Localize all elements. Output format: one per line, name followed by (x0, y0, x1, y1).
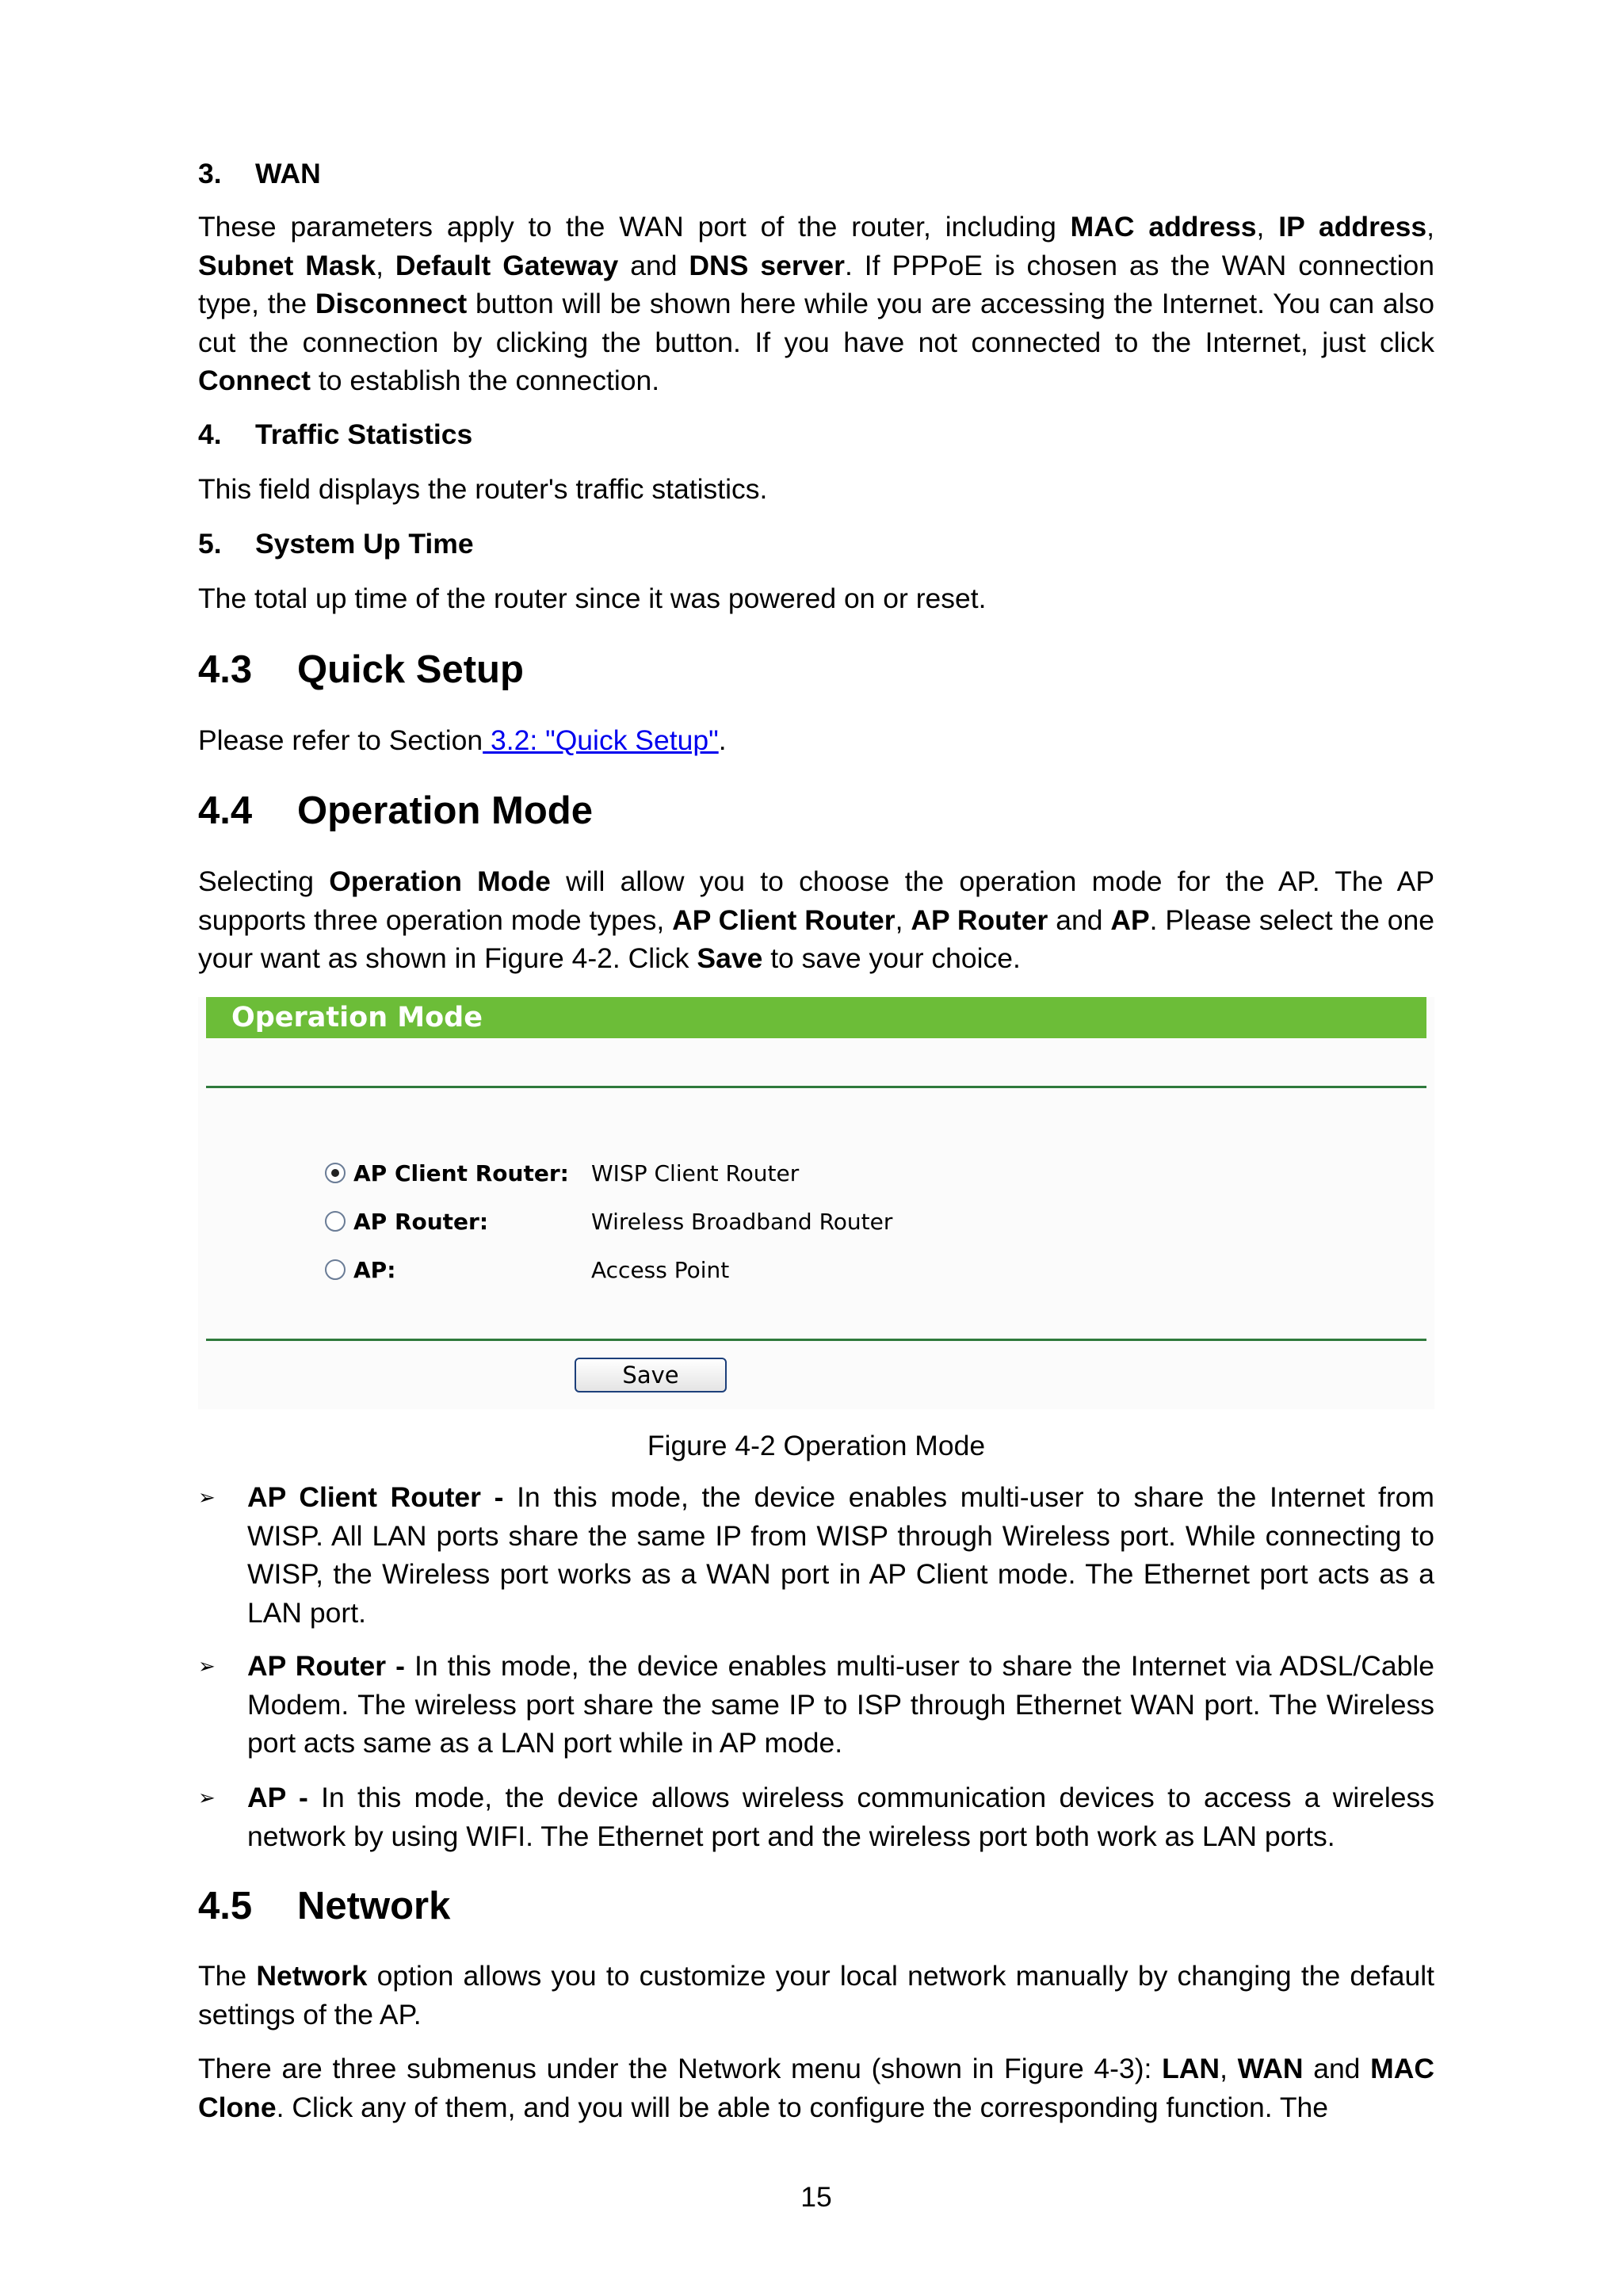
panel-header: Operation Mode (206, 997, 1426, 1038)
option-description: WISP Client Router (591, 1160, 800, 1186)
save-button[interactable]: Save (575, 1358, 727, 1392)
heading-title: Operation Mode (297, 789, 593, 832)
heading-title: System Up Time (255, 528, 474, 560)
option-label: AP Router: (353, 1209, 489, 1235)
divider (206, 1339, 1426, 1341)
bullet-ap-router: ➢ AP Router - In this mode, the device enables multi-user to share the Internet via ADSL/Cable Modem. The wireless port share the same IP to ISP through Ethernet WAN port. The Wireless port acts same as a LAN port while in AP mode. (198, 1647, 1434, 1763)
heading-wan (198, 155, 1434, 193)
radio-ap[interactable] (325, 1259, 346, 1280)
heading-title: Quick Setup (297, 648, 524, 691)
option-ap-client-router[interactable] (325, 1154, 1117, 1194)
paragraph-system-up-time: The total up time of the router since it was powered on or reset. (198, 583, 987, 614)
page-number: 15 (800, 2181, 832, 2213)
heading-number: 4.3 (198, 648, 253, 691)
paragraph-traffic-statistics: This field displays the router's traffic statistics. (198, 473, 768, 505)
paragraph-quick-setup: Please refer to Section 3.2: "Quick Setup". (198, 724, 727, 756)
paragraph-network-intro: The Network option allows you to customize your local network manually by changing the default settings of the AP. (198, 1960, 1434, 2030)
paragraph-operation-mode: Selecting Operation Mode will allow you to choose the operation mode for the AP. The AP supports three operation mode types, AP Client Router, AP Router and AP. Please select the one your want as shown in Figure 4-2. Click Save to save your choice. (198, 865, 1435, 974)
option-ap-router[interactable] (325, 1202, 1117, 1242)
figure-caption: Figure 4-2 Operation Mode (647, 1430, 986, 1461)
section-link[interactable]: 3.2: "Quick Setup" (483, 724, 719, 756)
heading-number: 4. (198, 418, 222, 450)
heading-title: Traffic Statistics (255, 418, 473, 450)
arrow-bullet-icon: ➢ (198, 1654, 216, 1678)
paragraph-network-submenus: There are three submenus under the Network menu (shown in Figure 4-3): LAN, WAN and MAC Clone. Click any of them, and you will be able to configure the corresponding function. The (198, 2053, 1434, 2123)
option-label: AP Client Router: (353, 1160, 569, 1186)
arrow-bullet-icon: ➢ (198, 1786, 216, 1809)
arrow-bullet-icon: ➢ (198, 1485, 216, 1509)
heading-number: 4.5 (198, 1885, 253, 1927)
heading-operation-mode (198, 787, 1434, 835)
option-label: AP: (353, 1257, 396, 1283)
heading-number: 4.4 (198, 789, 253, 832)
heading-number: 5. (198, 528, 222, 560)
option-description: Access Point (591, 1257, 730, 1283)
heading-title: Network (297, 1885, 451, 1927)
heading-system-up-time (198, 525, 1434, 563)
option-description: Wireless Broadband Router (591, 1209, 893, 1235)
heading-network (198, 1882, 1434, 1930)
heading-traffic-statistics (198, 415, 1434, 454)
paragraph-wan: These parameters apply to the WAN port of the router, including MAC address, IP address, Subnet Mask, Default Gateway and DNS server. If PPPoE is chosen as the WAN connection type, the Disconnect button will be shown here while you are accessing the Internet. You can also cut the connection by clicking the button. If you have not connected to the Internet, just click Connect to establish the connection. (198, 211, 1435, 396)
option-ap[interactable] (325, 1251, 1117, 1290)
bullet-ap: ➢ AP - In this mode, the device allows wireless communication devices to access a wireless network by using WIFI. The Ethernet port and the wireless port both work as LAN ports. (198, 1778, 1434, 1855)
radio-ap-router[interactable] (325, 1211, 346, 1232)
heading-title: WAN (255, 158, 321, 189)
radio-ap-client-router[interactable] (325, 1163, 346, 1183)
heading-number: 3. (198, 158, 222, 189)
operation-mode-panel (198, 997, 1434, 1409)
heading-quick-setup (198, 646, 1434, 693)
divider (206, 1086, 1426, 1088)
bullet-ap-client-router: ➢ AP Client Router - In this mode, the device enables multi-user to share the Internet from WISP. All LAN ports share the same IP from WISP through Wireless port. While connecting to WISP, the Wireless port works as a WAN port in AP Client mode. The Ethernet port acts as a LAN port. (198, 1478, 1434, 1632)
